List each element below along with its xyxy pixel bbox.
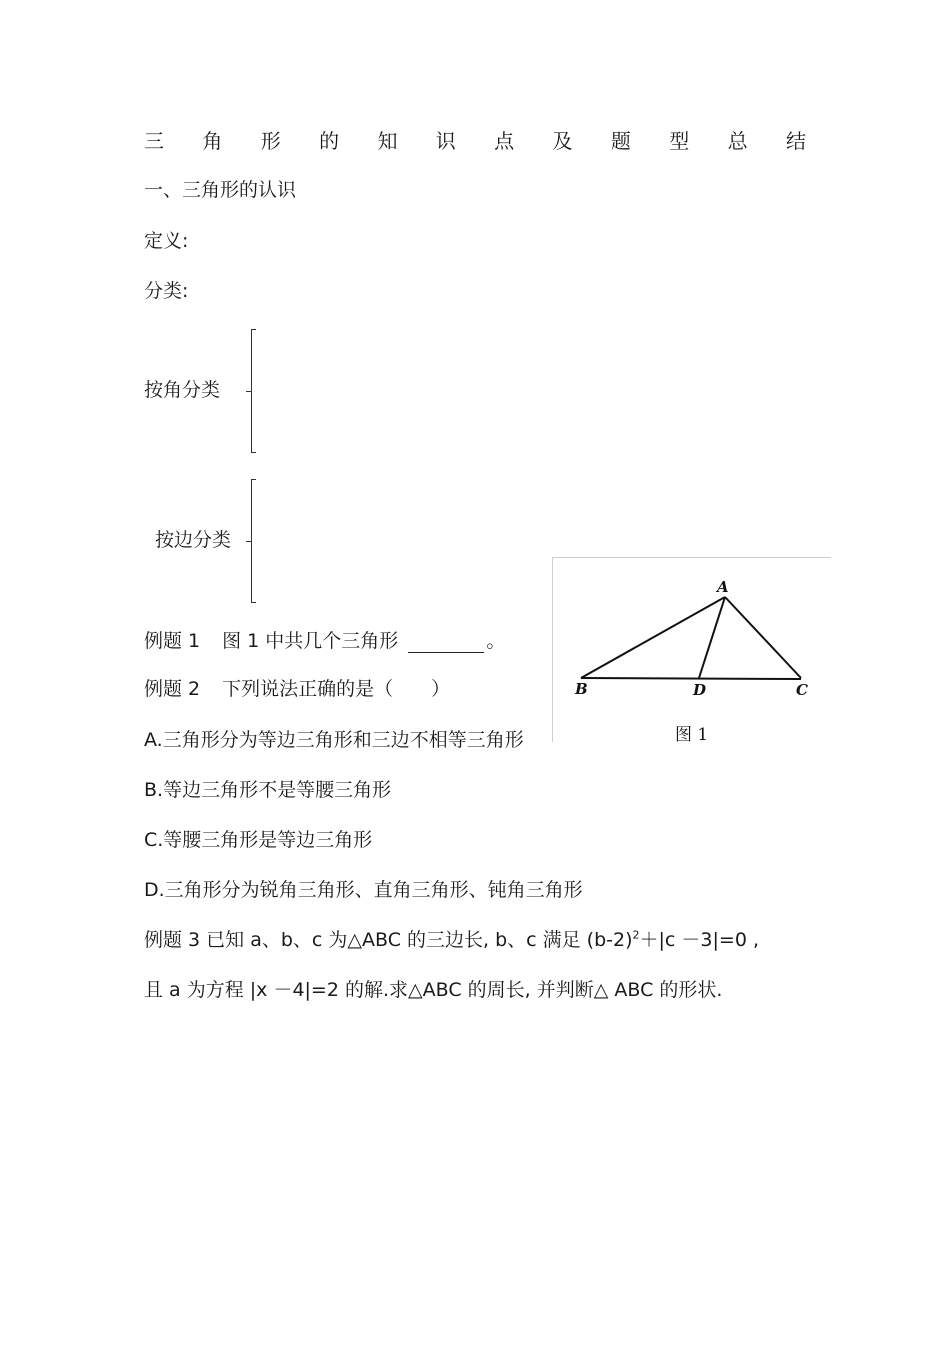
option-b: B.等边三角形不是等腰三角形: [144, 779, 392, 801]
example-2-label: 例题 2: [144, 678, 201, 700]
title-char: 型: [669, 129, 690, 153]
example-1: [144, 629, 505, 653]
label-d: D: [693, 681, 707, 699]
page-title: [144, 128, 806, 154]
label-a: A: [717, 578, 729, 596]
example-3-line-1: [144, 928, 759, 952]
figure-1: [552, 557, 831, 742]
title-char: 及: [552, 129, 573, 153]
option-c: C.等腰三角形是等边三角形: [144, 829, 373, 851]
example-3-text-b: ＋|c －3|=0 ,: [639, 929, 759, 951]
example-2-text: 下列说法正确的是（ ）: [222, 678, 451, 700]
example-1-text: 图 1 中共几个三角形: [222, 630, 399, 652]
title-char: 角: [202, 129, 223, 153]
side-ac: [725, 597, 801, 678]
option-d: D.三角形分为锐角三角形、直角三角形、钝角三角形: [144, 879, 583, 901]
title-char: 题: [610, 129, 631, 153]
title-char: 结: [785, 129, 806, 153]
exponent: 2: [632, 928, 640, 942]
title-char: 知: [377, 129, 398, 153]
option-a: A.三角形分为等边三角形和三边不相等三角形: [144, 729, 524, 751]
title-char: 的: [319, 129, 340, 153]
example-3-line-2: 且 a 为方程 |x －4|=2 的解.求△ABC 的周长, 并判断△ ABC 的形状.: [144, 979, 723, 1001]
side-brace: [251, 479, 256, 603]
title-char: 形: [260, 129, 281, 153]
figure-caption: 图 1: [675, 725, 709, 742]
example-3-text-a: 例题 3 已知 a、b、c 为△ABC 的三边长, b、c 满足 (b-2): [144, 929, 633, 951]
side-bc: [581, 678, 801, 679]
classification-label: 分类:: [144, 280, 189, 302]
example-2: [144, 677, 450, 701]
title-char: 总: [727, 129, 748, 153]
title-char: 三: [144, 129, 164, 153]
example-1-label: 例题 1: [144, 630, 201, 652]
title-char: 点: [494, 129, 515, 153]
definition-label: 定义:: [144, 230, 189, 252]
by-side-label: 按边分类: [155, 529, 232, 551]
by-angle-label: 按角分类: [144, 379, 221, 401]
example-1-end: 。: [486, 630, 506, 652]
section-heading: 一、三角形的认识: [144, 179, 297, 201]
triangle-diagram: [553, 558, 831, 742]
label-b: B: [575, 680, 588, 698]
angle-brace: [251, 329, 256, 453]
title-char: 识: [435, 129, 456, 153]
answer-blank: [408, 634, 484, 653]
label-c: C: [796, 681, 808, 699]
